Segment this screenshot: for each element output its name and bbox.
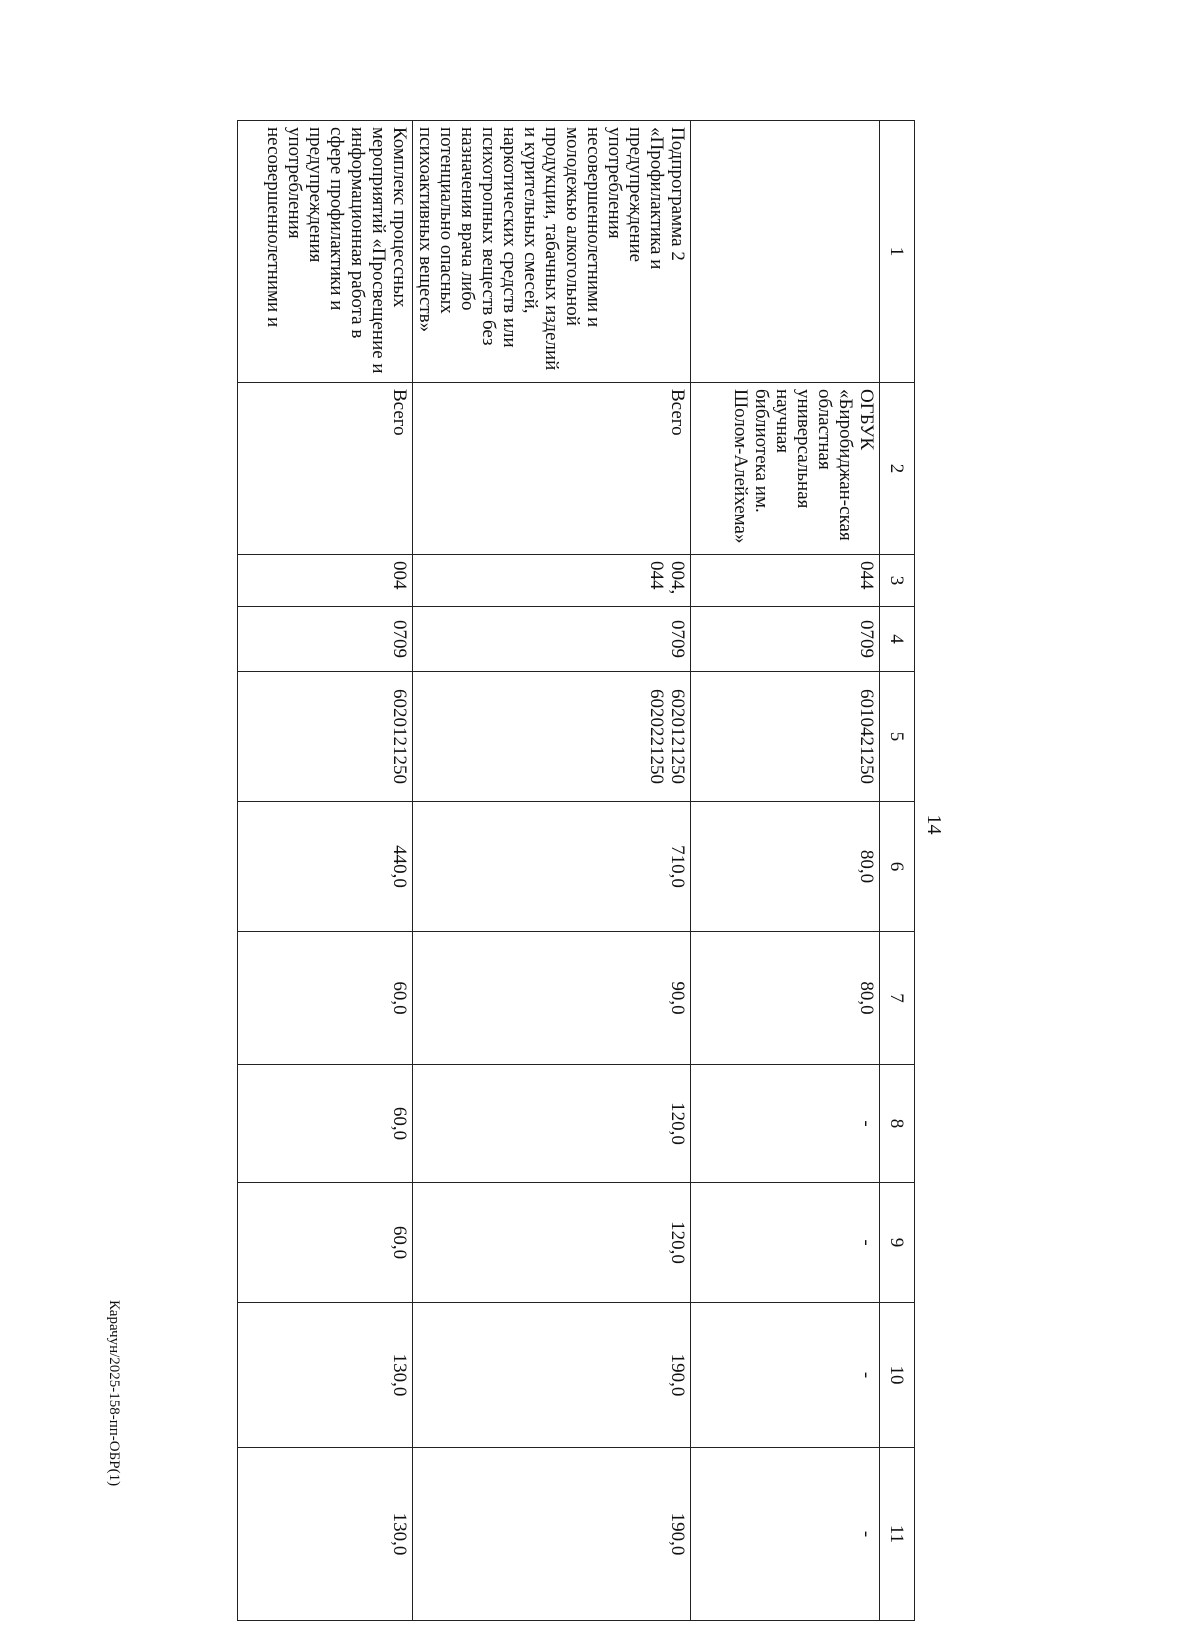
target-article-cell: 6020121250 — [238, 672, 413, 802]
year-amount-cell: 90,0 — [413, 932, 691, 1065]
year-amount-cell: - — [691, 1448, 880, 1621]
total-amount-cell: 710,0 — [413, 802, 691, 932]
year-amount-cell: 130,0 — [238, 1303, 413, 1448]
section-code-cell: 0709 — [238, 607, 413, 672]
column-header: 2 — [880, 383, 915, 555]
year-amount-cell: 190,0 — [413, 1448, 691, 1621]
column-header: 10 — [880, 1303, 915, 1448]
column-header: 4 — [880, 607, 915, 672]
year-amount-cell: 60,0 — [238, 1065, 413, 1183]
column-header: 5 — [880, 672, 915, 802]
column-header: 11 — [880, 1448, 915, 1621]
section-code-cell: 0709 — [691, 607, 880, 672]
year-amount-cell: 120,0 — [413, 1065, 691, 1183]
executor-cell: Всего — [238, 383, 413, 555]
program-name-cell: Подпрограмма 2 «Профилактика и предупреждение употребления несовершеннолетними и молодежью алкогольной продукции, табачных изделий и курительных смесей, наркотических средств или психотропных веществ без назначения врача либо потенциально опасных психоактивных веществ» — [413, 121, 691, 383]
year-amount-cell: 80,0 — [691, 932, 880, 1065]
column-header: 6 — [880, 802, 915, 932]
target-article-cell: 6020121250 6020221250 — [413, 672, 691, 802]
budget-table — [237, 120, 915, 1621]
target-article-cell: 6010421250 — [691, 672, 880, 802]
executor-cell: ОГБУК «Биробиджан-ская областная универсальная научная библиотека им. Шолом-Алейхема» — [691, 383, 880, 555]
year-amount-cell: - — [691, 1303, 880, 1448]
year-amount-cell: 120,0 — [413, 1183, 691, 1303]
table-row — [691, 121, 880, 1621]
table-row — [413, 121, 691, 1621]
year-amount-cell: 130,0 — [238, 1448, 413, 1621]
column-header: 7 — [880, 932, 915, 1065]
year-amount-cell: - — [691, 1065, 880, 1183]
document-code: Карачун/2025-158-пп-ОБР(1) — [106, 1300, 122, 1487]
page-number: 14 — [923, 814, 945, 835]
total-amount-cell: 80,0 — [691, 802, 880, 932]
year-amount-cell: 60,0 — [238, 932, 413, 1065]
year-amount-cell: 190,0 — [413, 1303, 691, 1448]
program-name-cell: Комплекс процессных мероприятий «Просвещение и информационная работа в сфере профилактики и предупреждения употребления несовершеннолетними и — [238, 121, 413, 383]
table-row — [238, 121, 413, 1621]
executor-cell: Всего — [413, 383, 691, 555]
column-header: 3 — [880, 555, 915, 607]
table-header-row — [880, 121, 915, 1621]
total-amount-cell: 440,0 — [238, 802, 413, 932]
grbs-code-cell: 004, 044 — [413, 555, 691, 607]
column-header: 9 — [880, 1183, 915, 1303]
section-code-cell: 0709 — [413, 607, 691, 672]
column-header: 1 — [880, 121, 915, 383]
grbs-code-cell: 044 — [691, 555, 880, 607]
year-amount-cell: 60,0 — [238, 1183, 413, 1303]
year-amount-cell: - — [691, 1183, 880, 1303]
program-name-cell — [691, 121, 880, 383]
grbs-code-cell: 004 — [238, 555, 413, 607]
column-header: 8 — [880, 1065, 915, 1183]
